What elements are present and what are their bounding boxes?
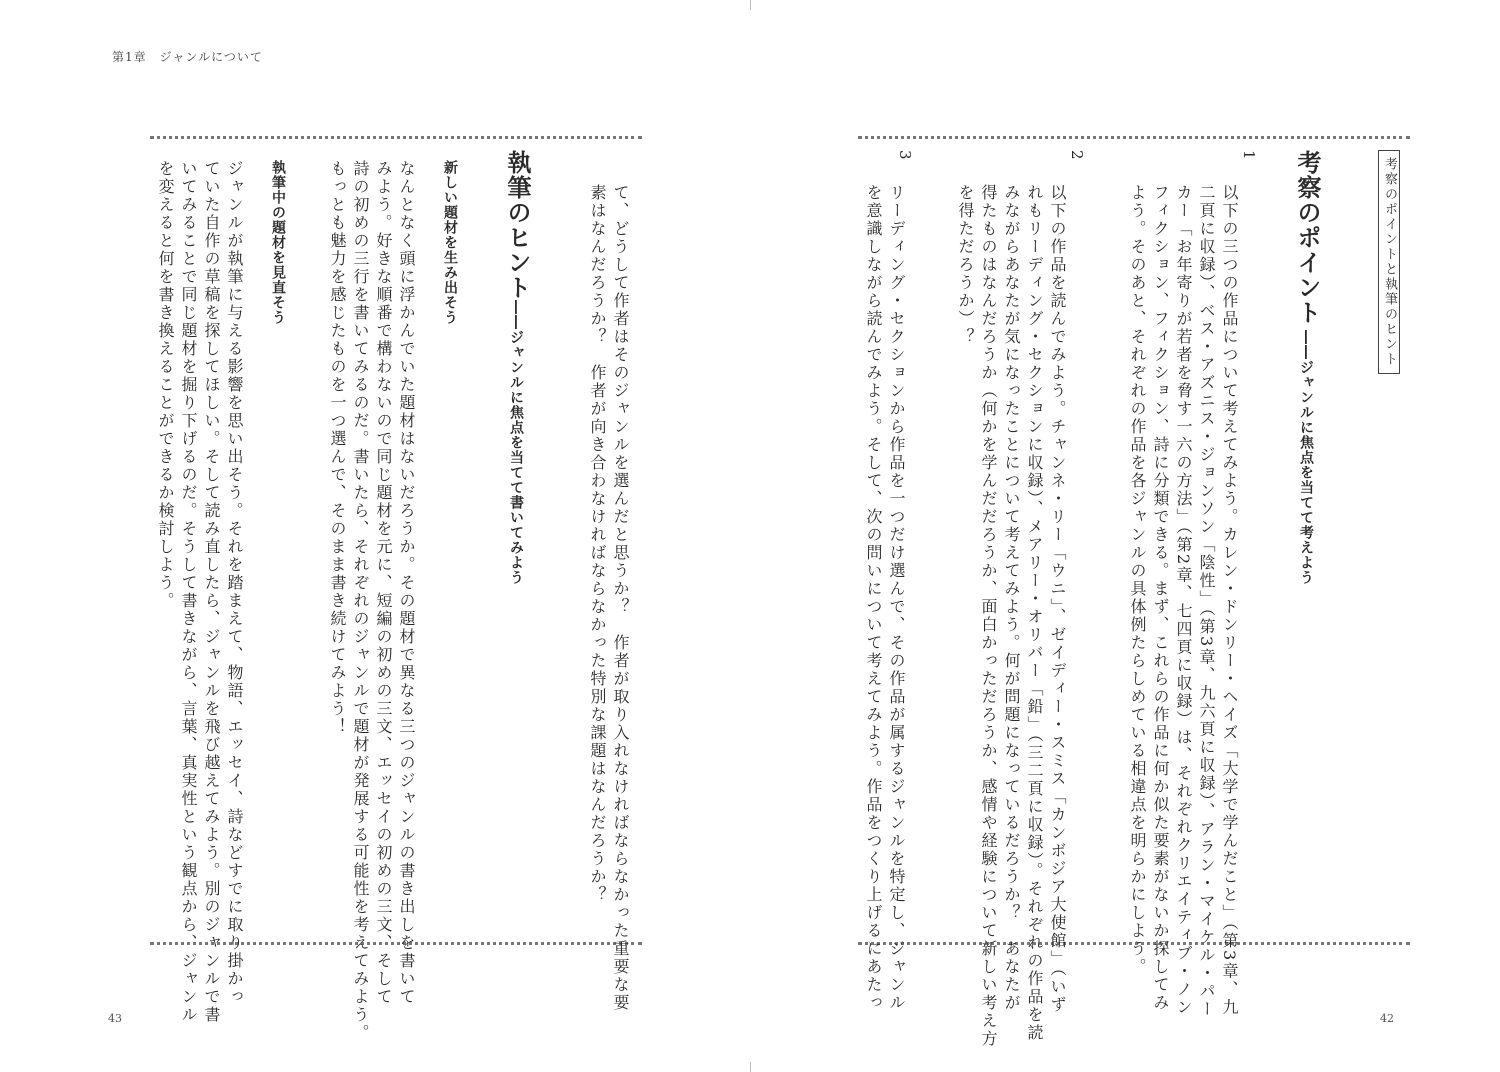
text-line: よう。そのあと、それぞれの作品を各ジャンルの具体例たらしめている相違点を明らかにしよう。 (1128, 184, 1147, 976)
dotted-rule-left-bottom (150, 942, 642, 945)
dotted-rule-right-top (858, 136, 1410, 139)
text-line: フィクション、フィクション、詩に分類できる。まず、これらの作品に何か似た要素がないか探してみ (1151, 184, 1170, 1012)
text-line: みながらあなたが気になったことについて考えてみよう。何が問題になっているだろうか？ あなたが (1002, 184, 1021, 1012)
continued-text (586, 184, 632, 1012)
text-line: もっとも魅力を感じたものを一つ選んで、そのまま書き続けてみよう！ (328, 160, 347, 736)
crop-mark-top (750, 0, 751, 10)
text-line: を意識しながら読んでみよう。そして、次の問いについて考えてみよう。作品をつくり上げるにあたっ (864, 184, 883, 1012)
text-line: リーディング・セクションから作品を一つだけ選んで、その作品が属するジャンルを特定し、ジャンル (887, 184, 906, 1012)
text-line: 詩の初めの三行を書いてみるのだ。書いたら、それぞれのジャンルで題材が発展する可能性を考えてみよう。 (351, 160, 370, 1042)
dotted-rule-left-top (150, 136, 642, 139)
text-line: 素はなんだろうか？ 作者が向き合わなければならなかった特別な課題はなんだろうか？ (588, 184, 607, 904)
text-line: みよう。好きな順番で構わないので同じ題材を元に、短編の初めの三文、エッセイの初めの三文、そして (374, 160, 393, 1006)
text-line: 得たものはなんだろうか（何かを学んだだろうか、面白かっただろうか、感情や経験について新しい考え方 (979, 184, 998, 1048)
running-head: 第1章 ジャンルについて (112, 50, 263, 64)
text-line: れもリーディング・セクションに収録）、メアリー・オリバー「鉛」（三二頁に収録）。それぞれの作品を読 (1025, 184, 1044, 1042)
text-line: を得ただろうか）？ (956, 184, 975, 346)
text-line: ていた自作の草稿を探してほしい。そして読み直したら、ジャンルを飛び越えてみよう。別のジャンルで書 (202, 160, 221, 1024)
page-subtitle-considerations: ――ジャンルに焦点を当てて考えよう (1298, 330, 1314, 585)
text-line: て、どうして作者はそのジャンルを選んだと思うか？ 作者が取り入れなければならなかった重要な要 (611, 184, 630, 1012)
page-number-left: 43 (108, 1012, 122, 1025)
section-box-label: 考察のポイントと執筆のヒント (1378, 150, 1400, 374)
section-body-new-material (326, 160, 418, 1042)
item-body-1 (1126, 184, 1241, 1019)
page-title-tips: 執筆のヒント (503, 150, 531, 300)
text-line: カー「お年寄りが若者を脅す一六の方法」（第2章、七四頁に収録）は、それぞれクリエイティブ・ノン (1174, 184, 1193, 1017)
section-heading-revise-material: 執筆中の題材を見直そう (270, 160, 286, 325)
text-line: を変えると何を書き換えることができるか検討しよう。 (156, 160, 175, 610)
item-body-3 (862, 184, 908, 1012)
item-body-2 (954, 184, 1069, 1048)
page-subtitle-tips: ――ジャンルに焦点を当てて書いてみよう (508, 300, 524, 585)
text-line: 以下の三つの作品について考えてみよう。カレン・ドンリー・ヘイズ「大学で学んだこと」（第3章、九 (1220, 184, 1239, 1017)
item-number-3: 3 (896, 150, 914, 160)
section-heading-new-material: 新しい題材を生み出そう (442, 160, 458, 325)
item-number-2: 2 (1068, 150, 1086, 160)
text-line: 二頁に収録）、ベス・アズニス・ジョンソン「陰性」（第3章、九六頁に収録）、アラン・マイケル・パー (1197, 184, 1216, 1019)
text-line: なんとなく頭に浮かんでいた題材はないだろうか。その題材で異なる三つのジャンルの書き出しを書いて (397, 160, 416, 1006)
crop-mark-bottom (750, 1062, 751, 1072)
text-line: ジャンルが執筆に与える影響を思い出そう。それを踏まえて、物語、エッセイ、詩などすでに取り掛かっ (225, 160, 244, 1006)
page-number-right: 42 (1380, 1012, 1394, 1025)
item-number-1: 1 (1240, 150, 1258, 160)
section-body-revise-material (154, 160, 246, 1024)
text-line: 以下の作品を読んでみよう。チャンネ・リー「ウニ」、ゼイディー・スミス「カンボジア大使館」（いず (1048, 184, 1067, 1014)
text-line: いてみることで同じ題材を掘り下げるのだ。そうして書きながら、言葉、真実性という観点から、ジャンル (179, 160, 198, 1024)
page-title-considerations: 考察のポイント (1293, 150, 1321, 325)
